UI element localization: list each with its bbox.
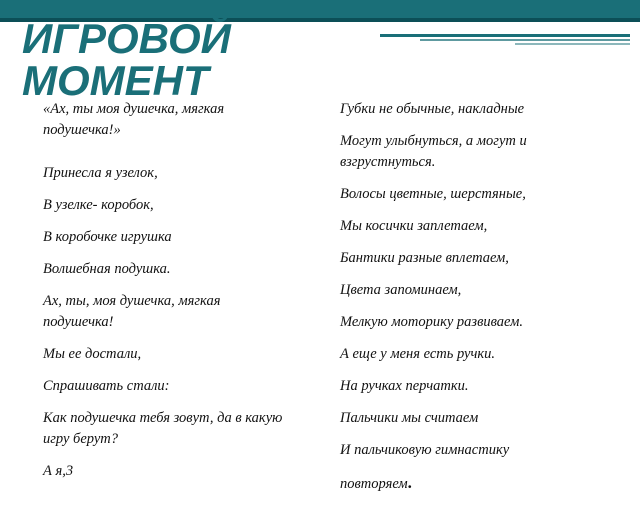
poem-line: Пальчики мы считаем — [340, 410, 479, 426]
poem-line: Мы ее достали, — [43, 346, 142, 362]
poem-line: А еще у меня есть ручки. — [340, 346, 496, 362]
poem-line: Волосы цветные, шерстяные, — [340, 186, 526, 202]
poem-line: Мы косички заплетаем, — [340, 218, 488, 234]
decor-line-1 — [380, 34, 630, 37]
poem-line: На ручках перчатки. — [340, 378, 469, 394]
poem-line: Могут улыбнуться, а могут и взгрустнуться. — [340, 133, 527, 170]
poem-line: Цвета запоминаем, — [340, 282, 462, 298]
poem-line: Принесла я узелок, — [43, 165, 158, 181]
poem-line: В коробочке игрушка — [43, 229, 172, 245]
slide-title — [22, 15, 231, 104]
poem-line: Губки не обычные, накладные — [340, 101, 525, 117]
poem-line: Бантики разные вплетаем, — [340, 250, 509, 266]
title-line-2: МОМЕНТ — [22, 57, 209, 104]
poem-line: Как подушечка тебя зовут, да в какую игру берут? — [43, 410, 283, 447]
poem-line-last — [340, 472, 625, 495]
poem-line: Волшебная подушка. — [43, 261, 171, 277]
poem-line: Ах, ты, моя душечка, мягкая подушечка! — [43, 293, 221, 330]
poem-line: А я,3 — [43, 463, 74, 479]
poem-line: «Ах, ты моя душечка, мягкая подушечка!» — [43, 101, 225, 138]
title-line-1: ИГРОВОЙ — [22, 15, 231, 62]
poem-line: И пальчиковую гимнастику — [340, 442, 510, 458]
right-poem-column — [340, 99, 625, 506]
poem-line: Мелкую моторику развиваем. — [340, 314, 524, 330]
last-line-punct: . — [407, 473, 412, 492]
poem-line: В узелке- коробок, — [43, 197, 154, 213]
decor-line-2 — [420, 39, 630, 41]
left-poem-column — [43, 99, 293, 493]
last-line-text: повторяем — [340, 476, 408, 492]
decor-line-3 — [515, 43, 630, 45]
poem-line: Спрашивать стали: — [43, 378, 170, 394]
